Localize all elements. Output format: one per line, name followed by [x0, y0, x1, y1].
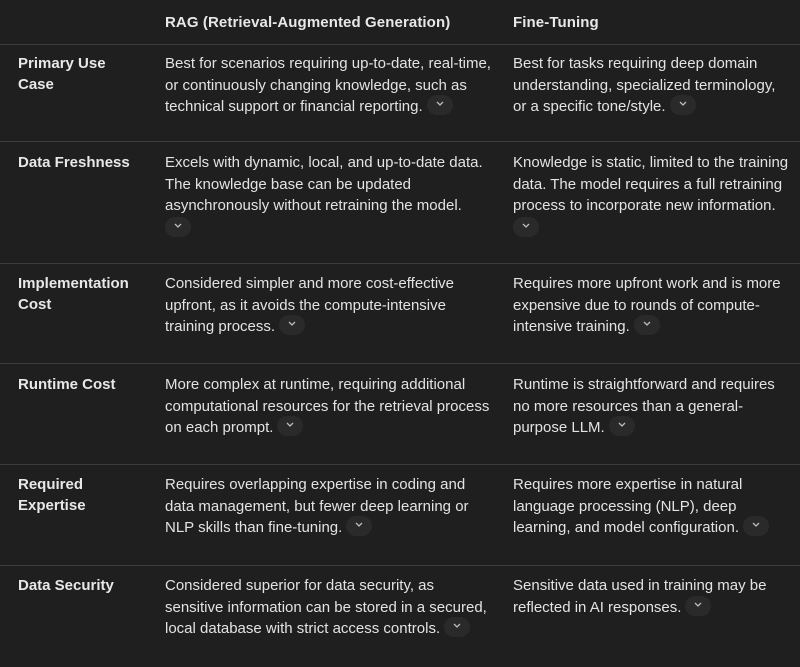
chevron-down-icon[interactable] [743, 516, 769, 536]
cell-text: Knowledge is static, limited to the training data. The model requires a full retraining process to incorporate new information. [513, 154, 789, 214]
table-row [0, 566, 800, 667]
chevron-down-icon[interactable] [634, 315, 660, 335]
row-label: Required Expertise [18, 476, 86, 514]
table-header-row [0, 0, 800, 45]
cell-text: Considered simpler and more cost-effective upfront, as it avoids the compute-intensive training process. [165, 275, 455, 335]
cell-text: Requires more upfront work and is more expensive due to rounds of compute-intensive training. [513, 275, 781, 335]
rag-cell [165, 152, 495, 239]
cell-text: Requires more expertise in natural language processing (NLP), deep learning, and model configuration. [513, 476, 743, 536]
row-label: Implementation Cost [18, 275, 129, 313]
row-label: Runtime Cost [18, 376, 116, 393]
chevron-down-icon[interactable] [427, 95, 453, 115]
cell-text: More complex at runtime, requiring additional computational resources for the retrieval process on each prompt. [165, 376, 490, 436]
cell-text: Requires overlapping expertise in coding and data management, but fewer deep learning or NLP skills than fine-tuning. [165, 476, 469, 536]
chevron-down-icon[interactable] [609, 416, 635, 436]
fine-tuning-cell [513, 273, 791, 338]
fine-tuning-cell [513, 152, 791, 239]
chevron-down-icon[interactable] [279, 315, 305, 335]
cell-text: Best for scenarios requiring up-to-date, real-time, or continuously changing knowledge, such as technical support or financial reporting. [165, 55, 491, 115]
cell-text: Runtime is straightforward and requires no more resources than a general-purpose LLM. [513, 376, 775, 436]
cell-text: Sensitive data used in training may be reflected in AI responses. [513, 577, 767, 616]
fine-tuning-cell [513, 53, 791, 118]
fine-tuning-cell [513, 575, 791, 618]
cell-text: Excels with dynamic, local, and up-to-date data. The knowledge base can be updated asynchronously without retraining the model. [165, 154, 483, 214]
header-fine-tuning: Fine-Tuning [513, 14, 599, 31]
fine-tuning-cell [513, 374, 791, 439]
chevron-down-icon[interactable] [165, 217, 191, 237]
table-row [0, 45, 800, 142]
chevron-down-icon[interactable] [685, 596, 711, 616]
table-row [0, 142, 800, 264]
cell-text: Considered superior for data security, as sensitive information can be stored in a secured, local database with strict access controls. [165, 577, 487, 637]
table-row [0, 465, 800, 566]
rag-cell [165, 53, 495, 118]
chevron-down-icon[interactable] [513, 217, 539, 237]
chevron-down-icon[interactable] [277, 416, 303, 436]
chevron-down-icon[interactable] [670, 95, 696, 115]
rag-cell [165, 374, 495, 439]
rag-cell [165, 273, 495, 338]
rag-cell [165, 575, 495, 640]
chevron-down-icon[interactable] [444, 617, 470, 637]
chevron-down-icon[interactable] [346, 516, 372, 536]
row-label: Primary Use Case [18, 55, 106, 93]
table-row [0, 264, 800, 364]
header-rag: RAG (Retrieval-Augmented Generation) [165, 14, 451, 31]
fine-tuning-cell [513, 474, 791, 539]
cell-text: Best for tasks requiring deep domain understanding, specialized terminology, or a specific tone/style. [513, 55, 776, 115]
row-label: Data Security [18, 577, 114, 594]
row-label: Data Freshness [18, 154, 130, 171]
rag-cell [165, 474, 495, 539]
table-row [0, 364, 800, 465]
